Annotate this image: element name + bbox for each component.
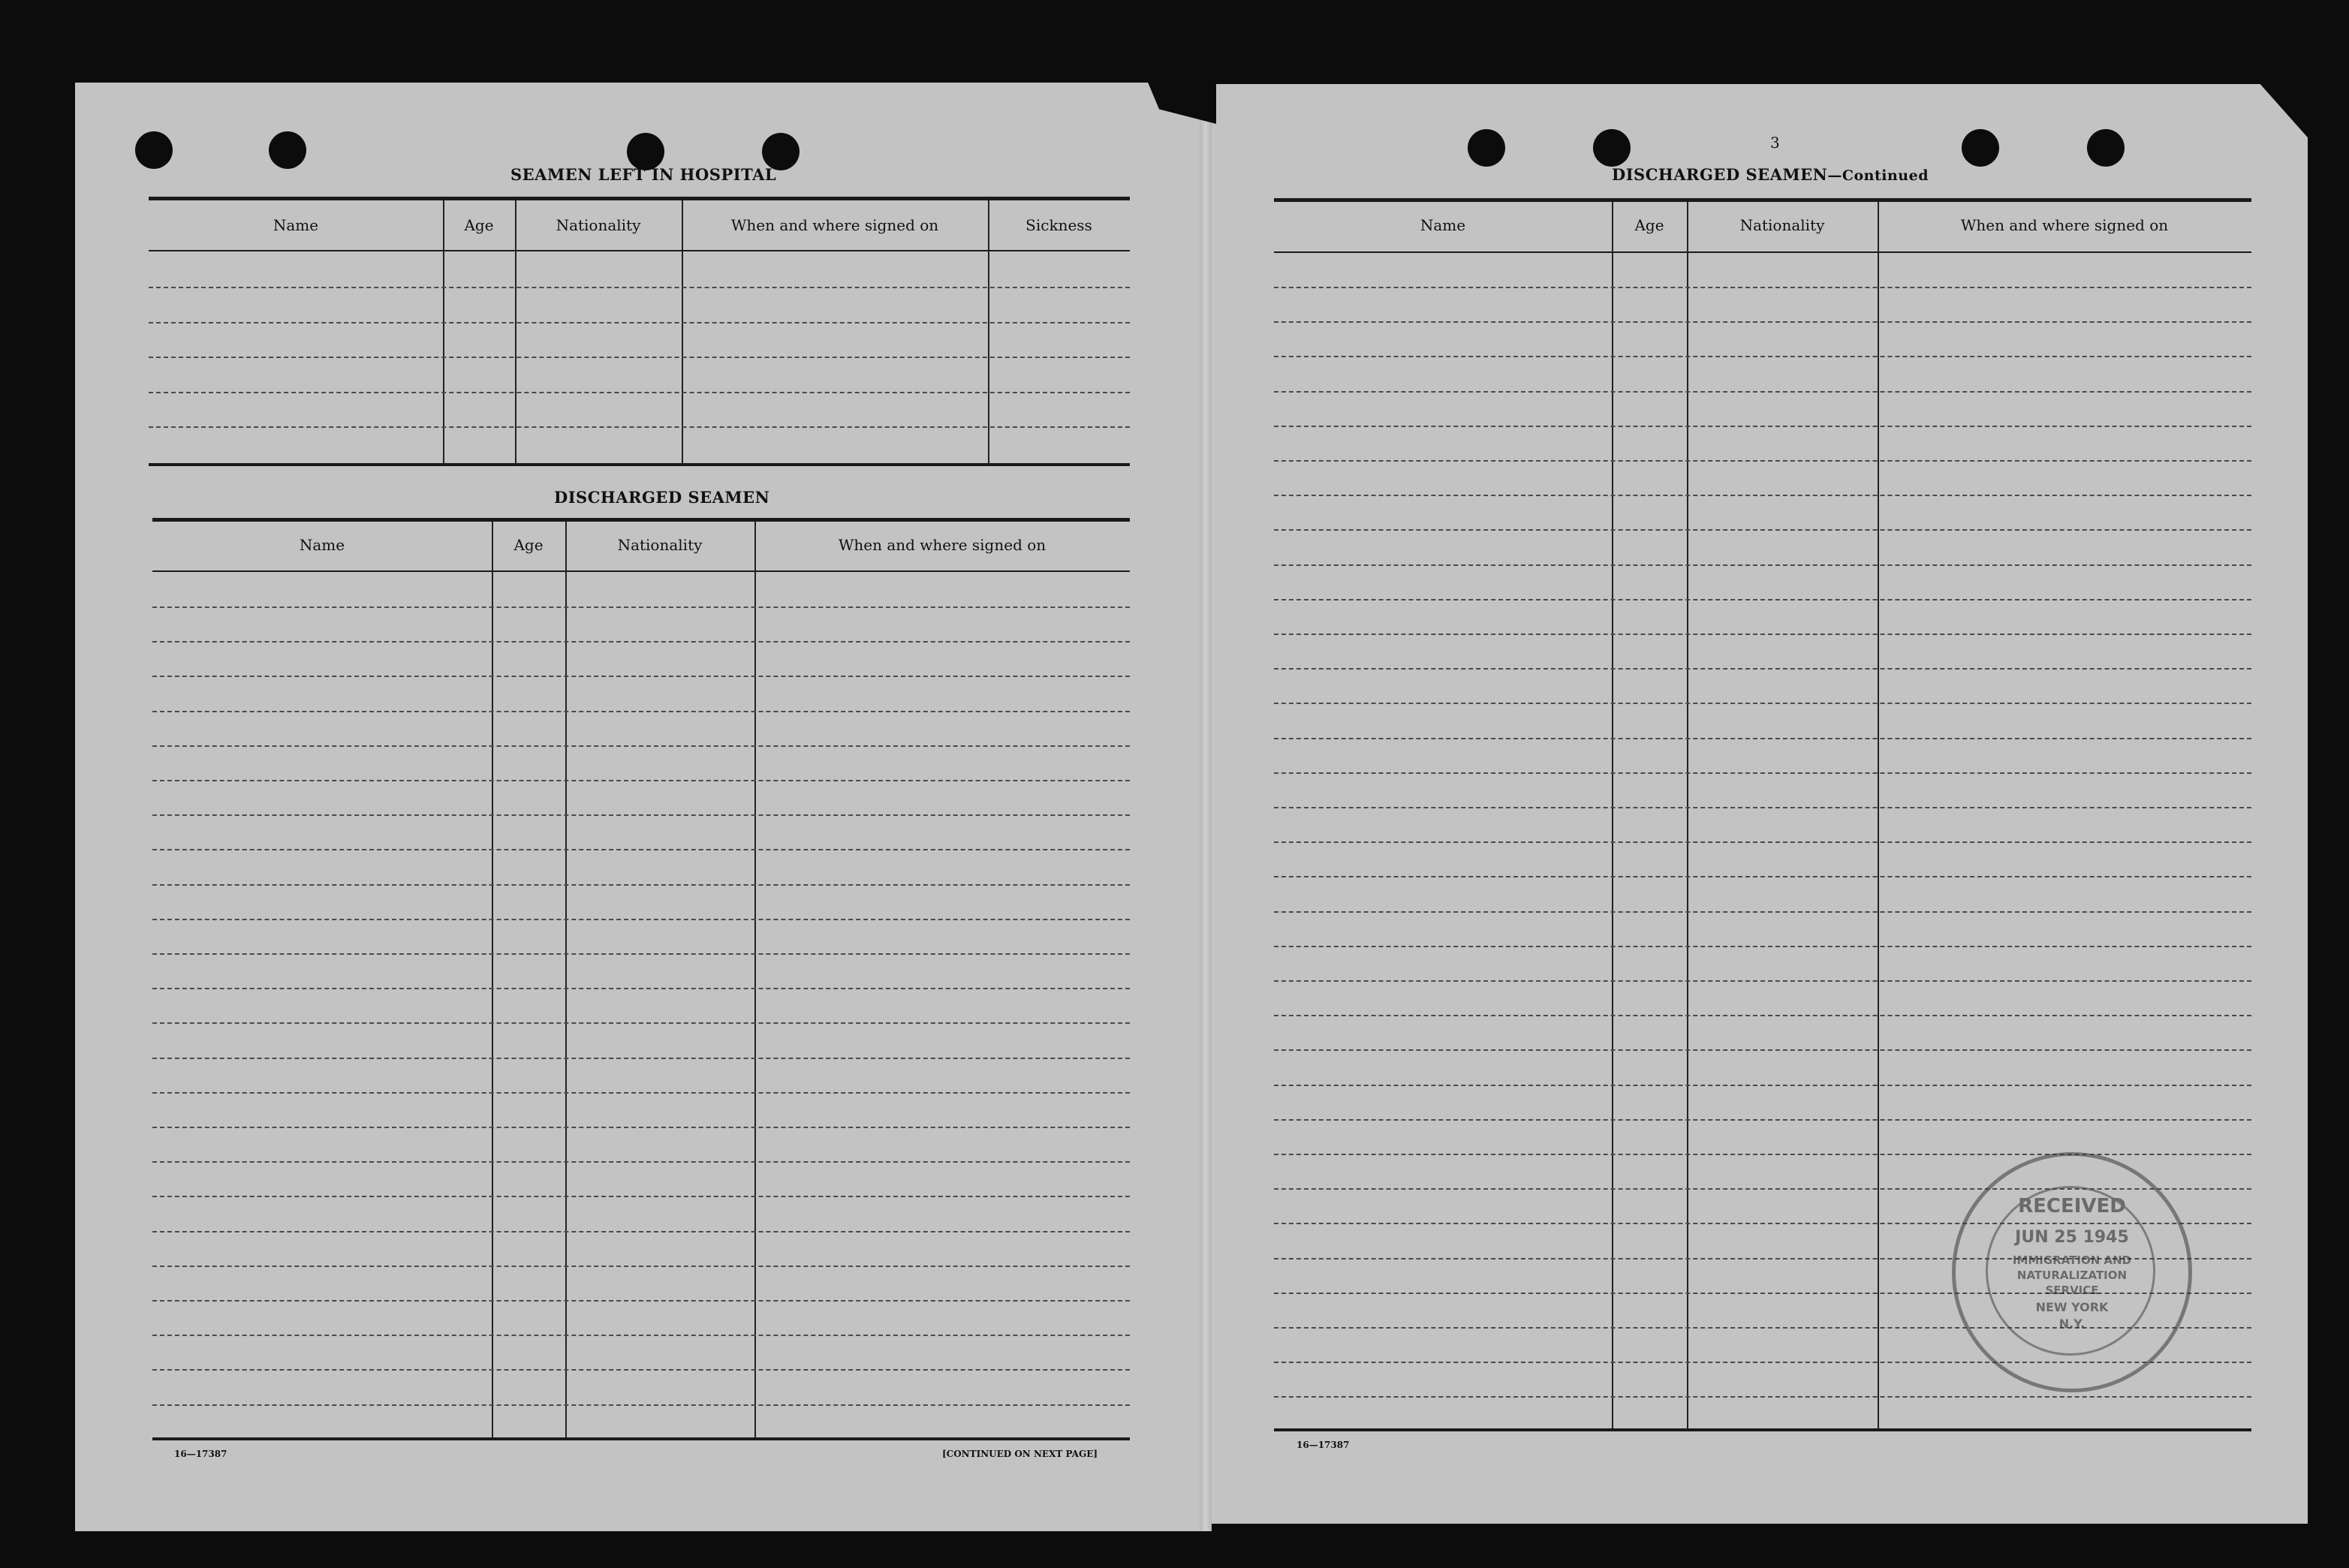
ruled-row-line (1274, 738, 2251, 739)
ruled-row-line (152, 849, 1130, 850)
column-divider (1878, 202, 1879, 1430)
ruled-row-line (1274, 495, 2251, 496)
ruled-row-line (152, 641, 1130, 643)
ruled-row-line (1274, 1049, 2251, 1051)
column-divider (443, 200, 444, 465)
table-bottom-rule (149, 463, 1130, 466)
ruled-row-line (1274, 356, 2251, 357)
discharged-continued-title-main: DISCHARGED SEAMEN (1612, 165, 1828, 184)
stamp-agency-2: NATURALIZATION (2016, 1269, 2128, 1282)
ruled-row-line (1274, 1085, 2251, 1086)
ruled-row-line (1274, 911, 2251, 913)
ruled-row-line (152, 1092, 1130, 1094)
ruled-row-line (152, 1022, 1130, 1024)
ruled-row-line (152, 1369, 1130, 1371)
ruled-row-line (1274, 1154, 2251, 1155)
received-stamp (1952, 1152, 2192, 1392)
punch-hole (2087, 129, 2125, 167)
discharged-continued-title-suffix: —Continued (1827, 167, 1929, 184)
ruled-row-line (1274, 634, 2251, 635)
discharged-continued-title (1612, 165, 1929, 184)
ruled-row-line (1274, 426, 2251, 427)
ruled-row-line (152, 1231, 1130, 1232)
hospital-section-title: SEAMEN LEFT IN HOSPITAL (510, 165, 777, 184)
column-divider (682, 200, 683, 465)
ruled-row-line (1274, 876, 2251, 877)
ruled-row-line (1274, 460, 2251, 462)
punch-hole (1468, 129, 1505, 167)
ruled-row-line (1274, 668, 2251, 670)
col-header-age: Age (1634, 216, 1664, 234)
ruled-row-line (1274, 841, 2251, 843)
ruled-row-line (149, 322, 1130, 324)
ruled-row-line (152, 1300, 1130, 1302)
ruled-row-line (152, 745, 1130, 747)
table-bottom-rule (152, 1437, 1130, 1440)
ruled-row-line (1274, 980, 2251, 982)
ruled-row-line (152, 919, 1130, 920)
ruled-row-line (152, 1058, 1130, 1059)
col-header-signed-on: When and where signed on (838, 536, 1047, 554)
stamp-state: N.Y. (2058, 1317, 2085, 1331)
page-number: 3 (1770, 134, 1780, 152)
ruled-row-line (1274, 391, 2251, 393)
ruled-row-line (1274, 703, 2251, 704)
stamp-city: NEW YORK (2035, 1300, 2109, 1314)
col-header-age: Age (513, 536, 544, 554)
column-divider (515, 200, 516, 465)
ruled-row-line (1274, 946, 2251, 947)
ruled-row-line (152, 780, 1130, 781)
table-top-rule (149, 197, 1130, 200)
ruled-row-line (149, 392, 1130, 393)
discharged-section-title: DISCHARGED SEAMEN (554, 488, 770, 507)
col-header-nationality: Nationality (617, 536, 703, 554)
ruled-row-line (152, 1161, 1130, 1163)
stamp-agency-1: IMMIGRATION AND (2012, 1253, 2132, 1267)
ruled-row-line (1274, 529, 2251, 531)
ruled-row-line (152, 814, 1130, 816)
col-header-age: Age (464, 216, 494, 234)
ruled-row-line (149, 357, 1130, 358)
form-number: 16—17387 (174, 1449, 227, 1459)
ruled-row-line (152, 1196, 1130, 1197)
ruled-row-line (1274, 1015, 2251, 1016)
header-bottom-rule (149, 250, 1130, 251)
col-header-signed-on: When and where signed on (1960, 216, 2169, 234)
ruled-row-line (152, 1404, 1130, 1406)
punch-hole (1593, 129, 1631, 167)
col-header-signed-on: When and where signed on (730, 216, 939, 234)
column-divider (1687, 202, 1688, 1430)
ruled-row-line (152, 1335, 1130, 1336)
ruled-row-line (1274, 321, 2251, 323)
ruled-row-line (1274, 1396, 2251, 1398)
col-header-name: Name (299, 536, 345, 554)
table-top-rule (1274, 198, 2251, 202)
col-header-nationality: Nationality (1739, 216, 1825, 234)
ruled-row-line (152, 676, 1130, 677)
column-divider (1612, 202, 1613, 1430)
continued-note: [CONTINUED ON NEXT PAGE] (942, 1449, 1098, 1459)
column-divider (988, 200, 989, 465)
ruled-row-line (152, 606, 1130, 608)
stamp-received: RECEIVED (2018, 1195, 2126, 1217)
ruled-row-line (152, 953, 1130, 955)
ruled-row-line (152, 988, 1130, 989)
ruled-row-line (1274, 564, 2251, 566)
col-header-sickness: Sickness (1025, 216, 1092, 234)
ruled-row-line (1274, 1119, 2251, 1121)
ruled-row-line (152, 711, 1130, 712)
ruled-row-line (149, 287, 1130, 288)
punch-hole (269, 131, 306, 169)
ruled-row-line (1274, 772, 2251, 774)
col-header-name: Name (1420, 216, 1466, 234)
ruled-row-line (1274, 599, 2251, 600)
stamp-date: JUN 25 1945 (2015, 1228, 2129, 1247)
center-fold (1200, 83, 1212, 1531)
ruled-row-line (149, 426, 1130, 428)
header-bottom-rule (152, 570, 1130, 572)
col-header-nationality: Nationality (556, 216, 641, 234)
header-bottom-rule (1274, 251, 2251, 253)
ruled-row-line (1274, 287, 2251, 288)
col-header-name: Name (273, 216, 319, 234)
stamp-agency-3: SERVICE (2045, 1284, 2099, 1297)
table-bottom-rule (1274, 1428, 2251, 1431)
punch-hole (1962, 129, 1999, 167)
punch-hole (135, 131, 173, 169)
left-page (75, 83, 1204, 1531)
table-top-rule (152, 518, 1130, 522)
ruled-row-line (152, 1266, 1130, 1267)
ruled-row-line (152, 884, 1130, 886)
form-number: 16—17387 (1296, 1440, 1350, 1450)
ruled-row-line (152, 1127, 1130, 1128)
ruled-row-line (1274, 807, 2251, 808)
